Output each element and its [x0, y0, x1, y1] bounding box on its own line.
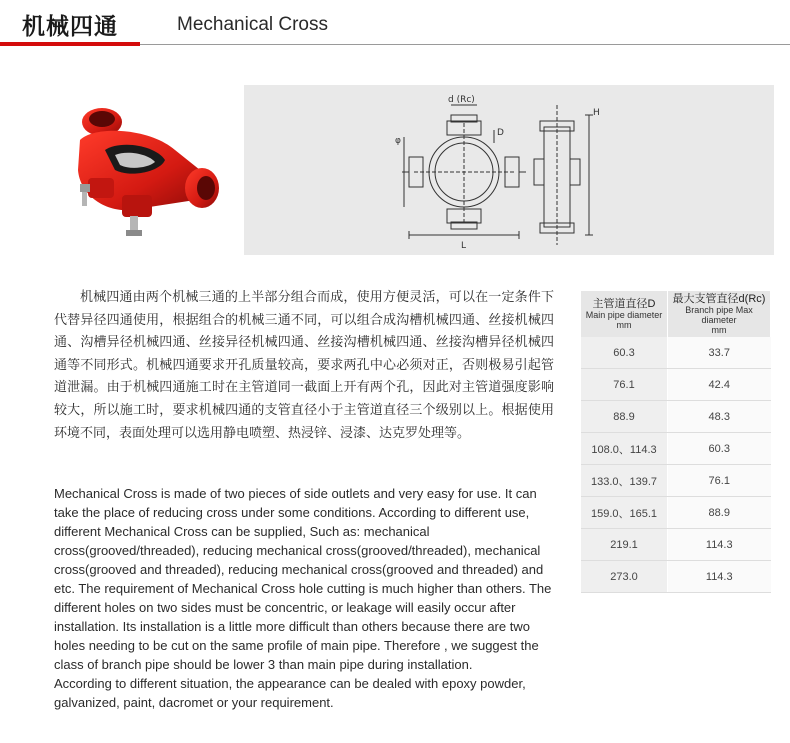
- technical-drawing: [244, 85, 774, 255]
- table-row: 219.1 114.3: [581, 529, 771, 561]
- title-english: Mechanical Cross: [177, 14, 328, 35]
- header-main-pipe: 主管道直径D Main pipe diameter mm: [581, 291, 668, 337]
- header-branch-pipe: 最大支管直径d(Rc) Branch pipe Max diameter mm: [668, 291, 771, 337]
- table-row: 108.0、114.3 60.3: [581, 433, 771, 465]
- spec-table: [581, 291, 771, 593]
- header-accent-bar: [0, 42, 140, 46]
- description-english: [54, 484, 554, 712]
- title-chinese: 机械四通: [22, 14, 118, 40]
- table-row: 273.0 114.3: [581, 561, 771, 593]
- drawing-label-branch: d (Rc): [448, 95, 475, 105]
- page-header: [0, 0, 790, 46]
- description-english-p2: According to different situation, the appearance can be dealed with epoxy powder, galvanized, paint, dacromet or your requirement.: [54, 676, 526, 710]
- drawing-label-phi: φ: [395, 136, 401, 146]
- drawing-label-main: D: [497, 128, 504, 138]
- product-photo: [60, 100, 230, 240]
- table-row: 76.1 42.4: [581, 369, 771, 401]
- table-row: 159.0、165.1 88.9: [581, 497, 771, 529]
- table-row: 88.9 48.3: [581, 401, 771, 433]
- technical-drawing-panel: [244, 85, 774, 255]
- drawing-label-length: L: [461, 241, 467, 251]
- description-chinese: 机械四通由两个机械三通的上半部分组合而成，使用方便灵活，可以在一定条件下代替异径四通使用，根据组合的机械三通不同，可以组合成沟槽机械四通、丝接机械四通、沟槽异径机械四通、丝接异径机械四通、丝接沟槽机械四通、丝接沟槽异径机械四通等不同形式。机械四通要求开孔质量较高，要求两孔中心必须对正，否则极易引起管道泄漏。由于机械四通施工时在主管道同一截面上开有两个孔，因此对主管道强度影响较大，所以施工时，要求机械四通的支管直径小于主管道直径三个级别以上。根据使用环境不同，表面处理可以选用静电喷塑、热浸锌、浸漆、达克罗处理等。: [54, 290, 554, 441]
- description-english-p1: Mechanical Cross is made of two pieces of side outlets and very easy for use. It can take the place of reducing cross under some conditions. According to different use, different Mechanical Cross can be supplied, Such as: mechanical cross(grooved/threaded), reducing mechanical cross(grooved/threaded), mechanical cross(grooved and threaded), reducing mechanical cross(grooved and threaded) and etc. The requirement of Mechanical Cross hole cutting is much higher than others. The different holes on two sides must be concentric, or leakage will easily occur after installation. Its installation is a little more difficult than others because there are two holes needing to be cut on the same profile of main pipe. Therefore , we suggest the class of branch pipe should be lower 3 than main pipe during installation.: [54, 486, 552, 672]
- table-row: 60.3 33.7: [581, 337, 771, 369]
- table-row: 133.0、139.7 76.1: [581, 465, 771, 497]
- drawing-label-height: H: [593, 108, 600, 118]
